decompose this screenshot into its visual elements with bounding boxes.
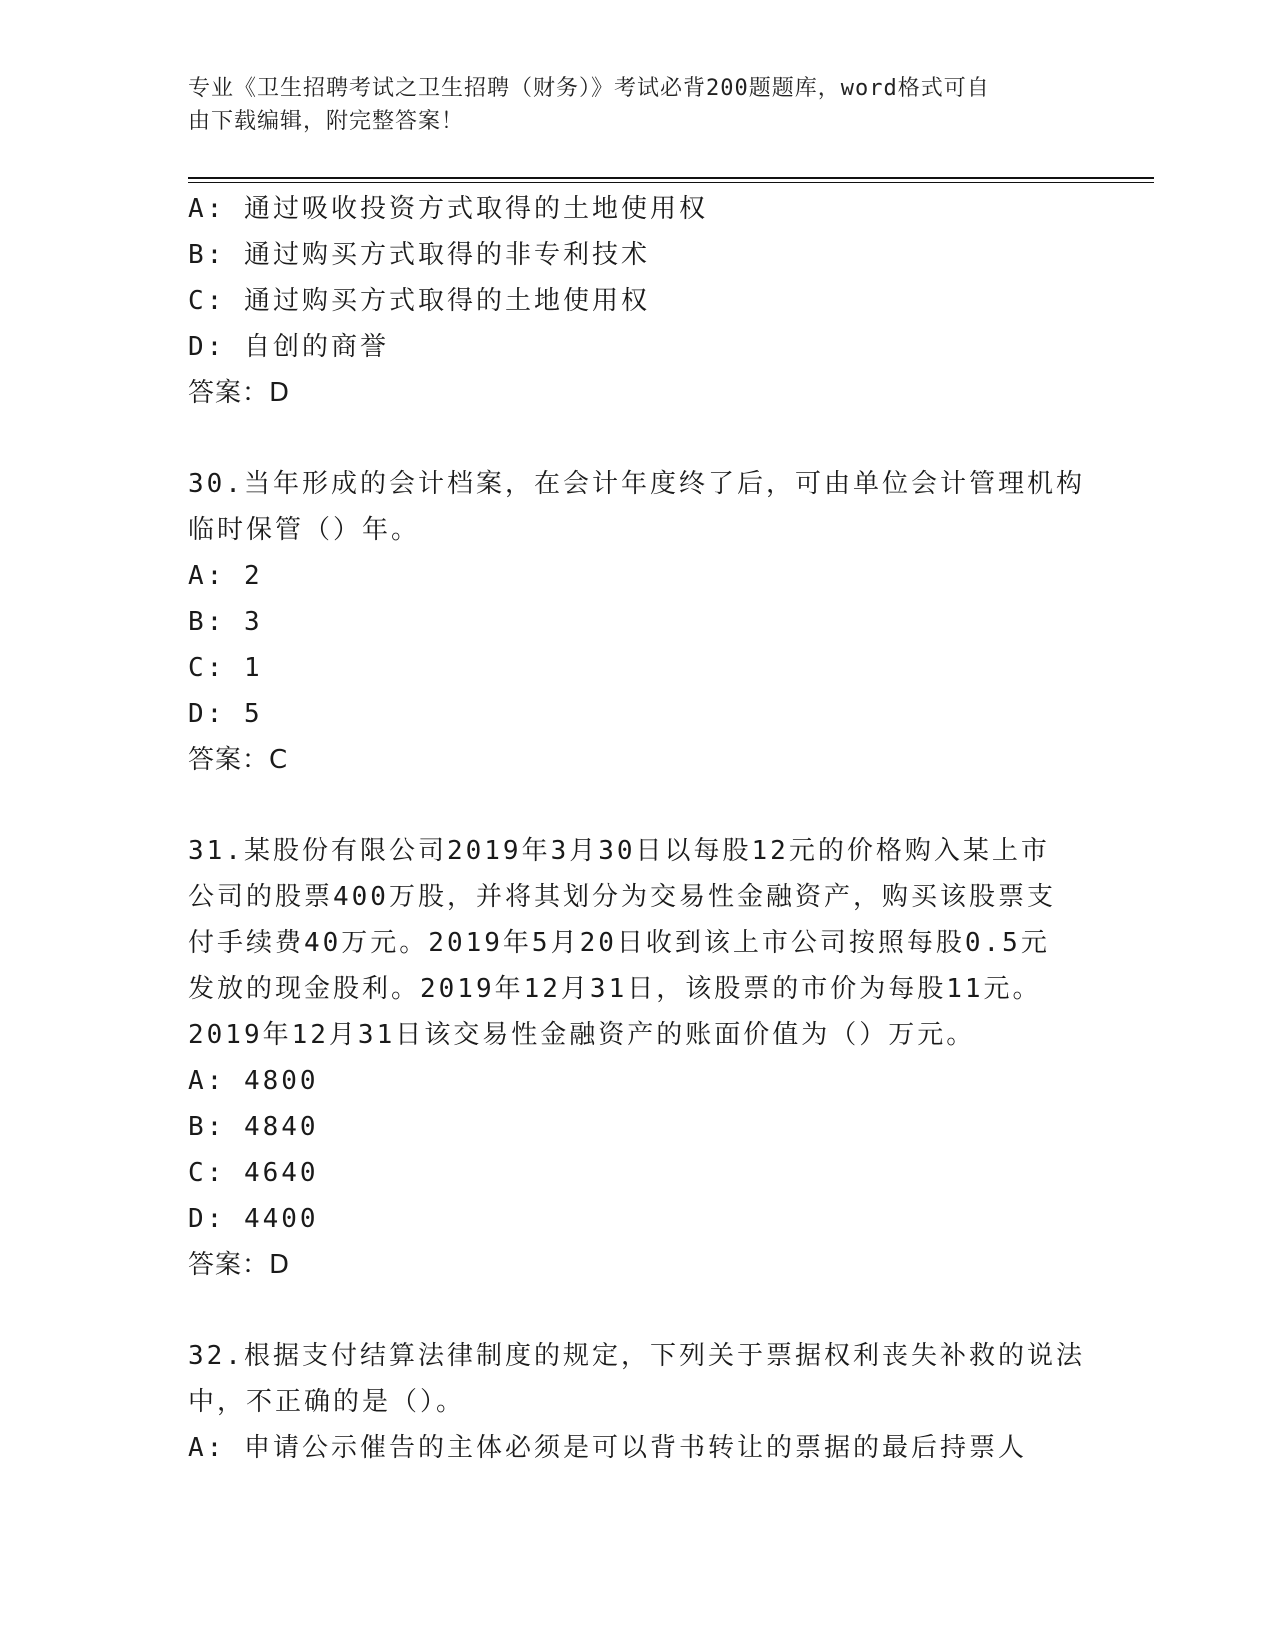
header-rule-thin [188,182,1154,183]
q30-text-line-2: 临时保管（）年。 [188,515,421,545]
header-rule-thick [188,177,1154,179]
spacer [188,416,1088,461]
question-32-block [188,1333,1088,1471]
question-31-block [188,828,1088,1288]
q31-text-line-2: 公司的股票400万股，并将其划分为交易性金融资产，购买该股票支 [188,882,1056,912]
q32-text-line-1: 32.根据支付结算法律制度的规定，下列关于票据权利丧失补救的说法 [188,1341,1085,1371]
q30-option-a: A: 2 [188,561,263,591]
question-list [188,186,1088,1471]
q30-text-line-1: 30.当年形成的会计档案，在会计年度终了后，可由单位会计管理机构 [188,469,1085,499]
q31-option-a: A: 4800 [188,1066,319,1096]
q30-answer: 答案：C [188,745,289,775]
spacer [188,783,1088,828]
header-line-1: 专业《卫生招聘考试之卫生招聘（财务）》考试必背200题题库，word格式可自 [188,76,990,101]
q32-text-line-2: 中，不正确的是（）。 [188,1387,466,1417]
q29-answer: 答案：D [188,378,291,408]
question-29-block [188,186,1088,416]
q29-option-a: A: 通过吸收投资方式取得的土地使用权 [188,194,708,224]
q29-option-b: B: 通过购买方式取得的非专利技术 [188,240,650,270]
q30-option-c: C: 1 [188,653,263,683]
q31-option-c: C: 4640 [188,1158,319,1188]
q31-text-line-3: 付手续费40万元。2019年5月20日收到该上市公司按照每股0.5元 [188,928,1050,958]
q29-option-d: D: 自创的商誉 [188,332,389,362]
q31-option-d: D: 4400 [188,1204,319,1234]
q31-text-line-4: 发放的现金股利。2019年12月31日，该股票的市价为每股11元。 [188,974,1042,1004]
q31-option-b: B: 4840 [188,1112,319,1142]
question-30-block [188,461,1088,783]
document-header [188,72,1068,138]
q31-text-line-1: 31.某股份有限公司2019年3月30日以每股12元的价格购入某上市 [188,836,1050,866]
spacer [188,1288,1088,1333]
header-line-2: 由下载编辑，附完整答案！ [188,109,465,134]
q29-option-c: C: 通过购买方式取得的土地使用权 [188,286,650,316]
q31-answer: 答案：D [188,1250,291,1280]
q31-text-line-5: 2019年12月31日该交易性金融资产的账面价值为（）万元。 [188,1020,976,1050]
q30-option-d: D: 5 [188,699,263,729]
q30-option-b: B: 3 [188,607,263,637]
q32-option-a: A: 申请公示催告的主体必须是可以背书转让的票据的最后持票人 [188,1433,1027,1463]
